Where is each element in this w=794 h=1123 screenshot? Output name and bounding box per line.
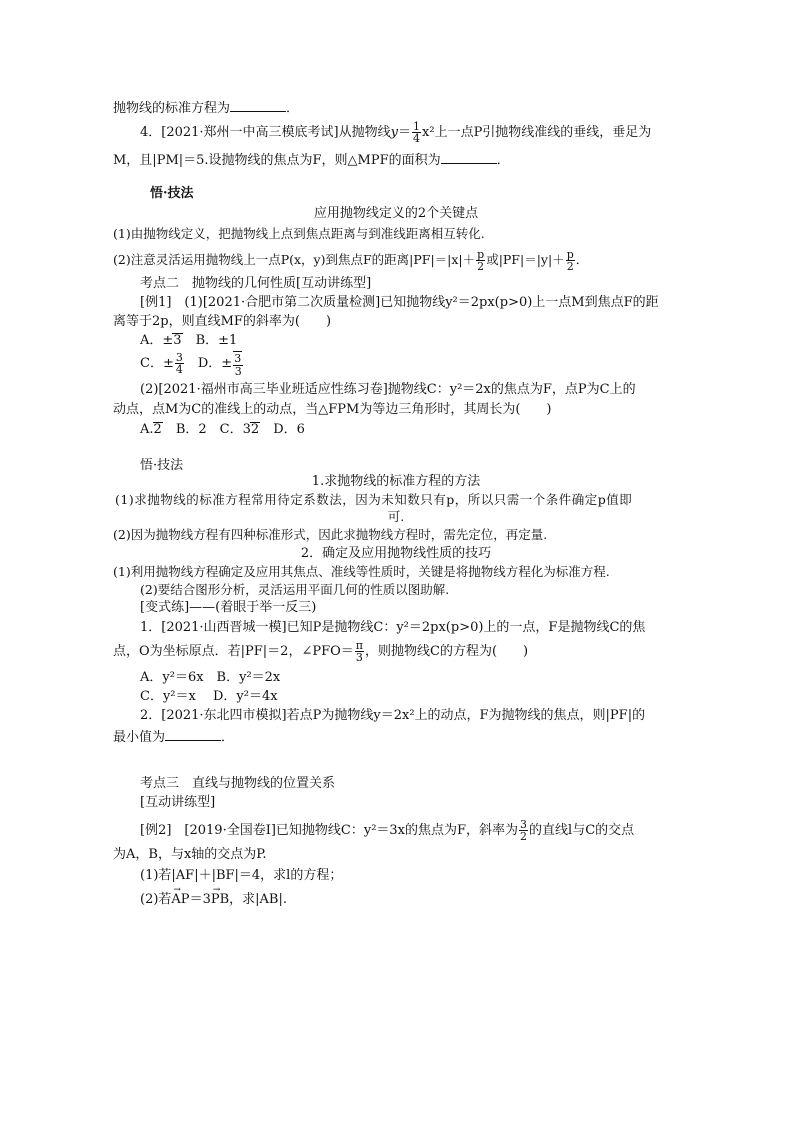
- variant-1-options-ab: A．y²＝6x B．y²＝2x: [140, 670, 281, 685]
- heading-wufa: 悟·技法: [150, 186, 194, 201]
- section-kaodian2: 考点二 抛物线的几何性质[互动讲练型]: [140, 276, 372, 291]
- example-1-part2-line2: 动点，点M为C的准线上的动点，当△FPM为等边三角形时，其周长为( ): [113, 402, 552, 417]
- box2-item2: (2)因为抛物线方程有四种标准形式，因此求抛物线方程时，需先定位，再定量.: [113, 527, 548, 542]
- variant-practice-heading: [变式练]——(着眼于举一反三): [140, 600, 317, 615]
- example-1-options-ab: A．±3 B．±1: [140, 333, 238, 348]
- section-kaodian3-type: [互动讲练型]: [140, 795, 216, 810]
- example-1-options-cd: C．± $\frac{3}{4}$ D．± $\frac{3}{3}$: [140, 351, 242, 378]
- box1-title: 应用抛物线定义的2个关键点: [313, 206, 479, 221]
- example-1-part2-line1: (2)[2021·福州市高三毕业班适应性练习卷]抛物线C：y²＝2x的焦点为F，点P为C上的: [140, 382, 636, 397]
- example-1-line1: [例1] (1)[2021·合肥市第二次质量检测]已知抛物线y²＝2px(p>0)上一点M到焦点F的距: [140, 295, 659, 310]
- answer-blank[interactable]: [441, 151, 497, 164]
- example-2-question1: (1)若|AF|＋|BF|＝4，求l的方程；: [140, 868, 343, 883]
- example-1-line2: 离等于2p，则直线MF的斜率为( ): [113, 314, 332, 329]
- heading-wufa-2: 悟·技法: [140, 458, 184, 473]
- line-standard-eq: 抛物线的标准方程为 ．: [113, 101, 300, 116]
- variant-1-line2: 点，O为坐标原点．若|PF|＝2，∠PFO＝ $\frac{\pi}{3}$ ，则抛物线C的方程为( ): [113, 639, 529, 664]
- box2-item1: (1)求抛物线的标准方程常用待定系数法，因为未知数只有p，所以只需一个条件确定p值即: [115, 492, 633, 507]
- example-2-line2: 为A，B，与x轴的交点为P.: [113, 847, 267, 862]
- problem-4-line2: M，且|PM|＝5.设抛物线的焦点为F，则△MPF的面积为 ．: [113, 153, 510, 168]
- box2-item4: (2)要结合图形分析，灵活运用平面几何的性质以图助解.: [140, 582, 450, 597]
- box2-title: 1.求抛物线的标准方程的方法: [311, 474, 481, 489]
- example-1-part2-options: A.2 B．2 C．32 D．6: [140, 422, 305, 437]
- box2-item3: (1)利用抛物线方程确定及应用其焦点、准线等性质时，关键是将抛物线方程化为标准方程.: [113, 564, 610, 579]
- box2-title2: 2．确定及应用抛物线性质的技巧: [300, 546, 492, 561]
- answer-blank[interactable]: [165, 728, 221, 741]
- variant-2-line1: 2．[2021·东北四市模拟]若点P为抛物线y＝2x²上的动点，F为抛物线的焦点，则|PF|的: [140, 708, 646, 723]
- fraction-quarter: $\frac{1}{4}$: [413, 120, 421, 145]
- example-2-question2: (2)若→ AP＝3→ PB，求|AB|.: [140, 892, 287, 908]
- variant-2-line2: 最小值为 ．: [113, 730, 235, 745]
- box1-item2: (2)注意灵活运用抛物线上一点P(x，y)到焦点F的距离|PF|＝|x|＋ $\frac{p}{2}$ 或|PF|＝|y|＋ $\frac{p}{2}$ ．: [113, 248, 589, 273]
- box2-item1-cont: 可.: [387, 509, 405, 524]
- answer-blank[interactable]: [230, 99, 286, 112]
- example-2-line1: [例2] [2019·全国卷Ⅰ]已知抛物线C：y²＝3x的焦点为F，斜率为 $\frac{3}{2}$ 的直线l与C的交点: [140, 818, 635, 843]
- variant-1-line1: 1．[2021·山西晋城一模]已知P是抛物线C：y²＝2px(p>0)上的一点，F是抛物线C的焦: [140, 620, 646, 635]
- section-kaodian3: 考点三 直线与抛物线的位置关系: [140, 776, 336, 791]
- box1-item1: (1)由抛物线定义，把抛物线上点到焦点距离与到准线距离相互转化.: [113, 226, 485, 241]
- variant-1-options-cd: C．y²＝x D．y²＝4x: [140, 689, 278, 704]
- problem-4-line1: 4．[2021·郑州一中高三模底考试]从抛物线y＝ $\frac{1}{4}$ x²上一点P引抛物线准线的垂线，垂足为: [140, 120, 652, 145]
